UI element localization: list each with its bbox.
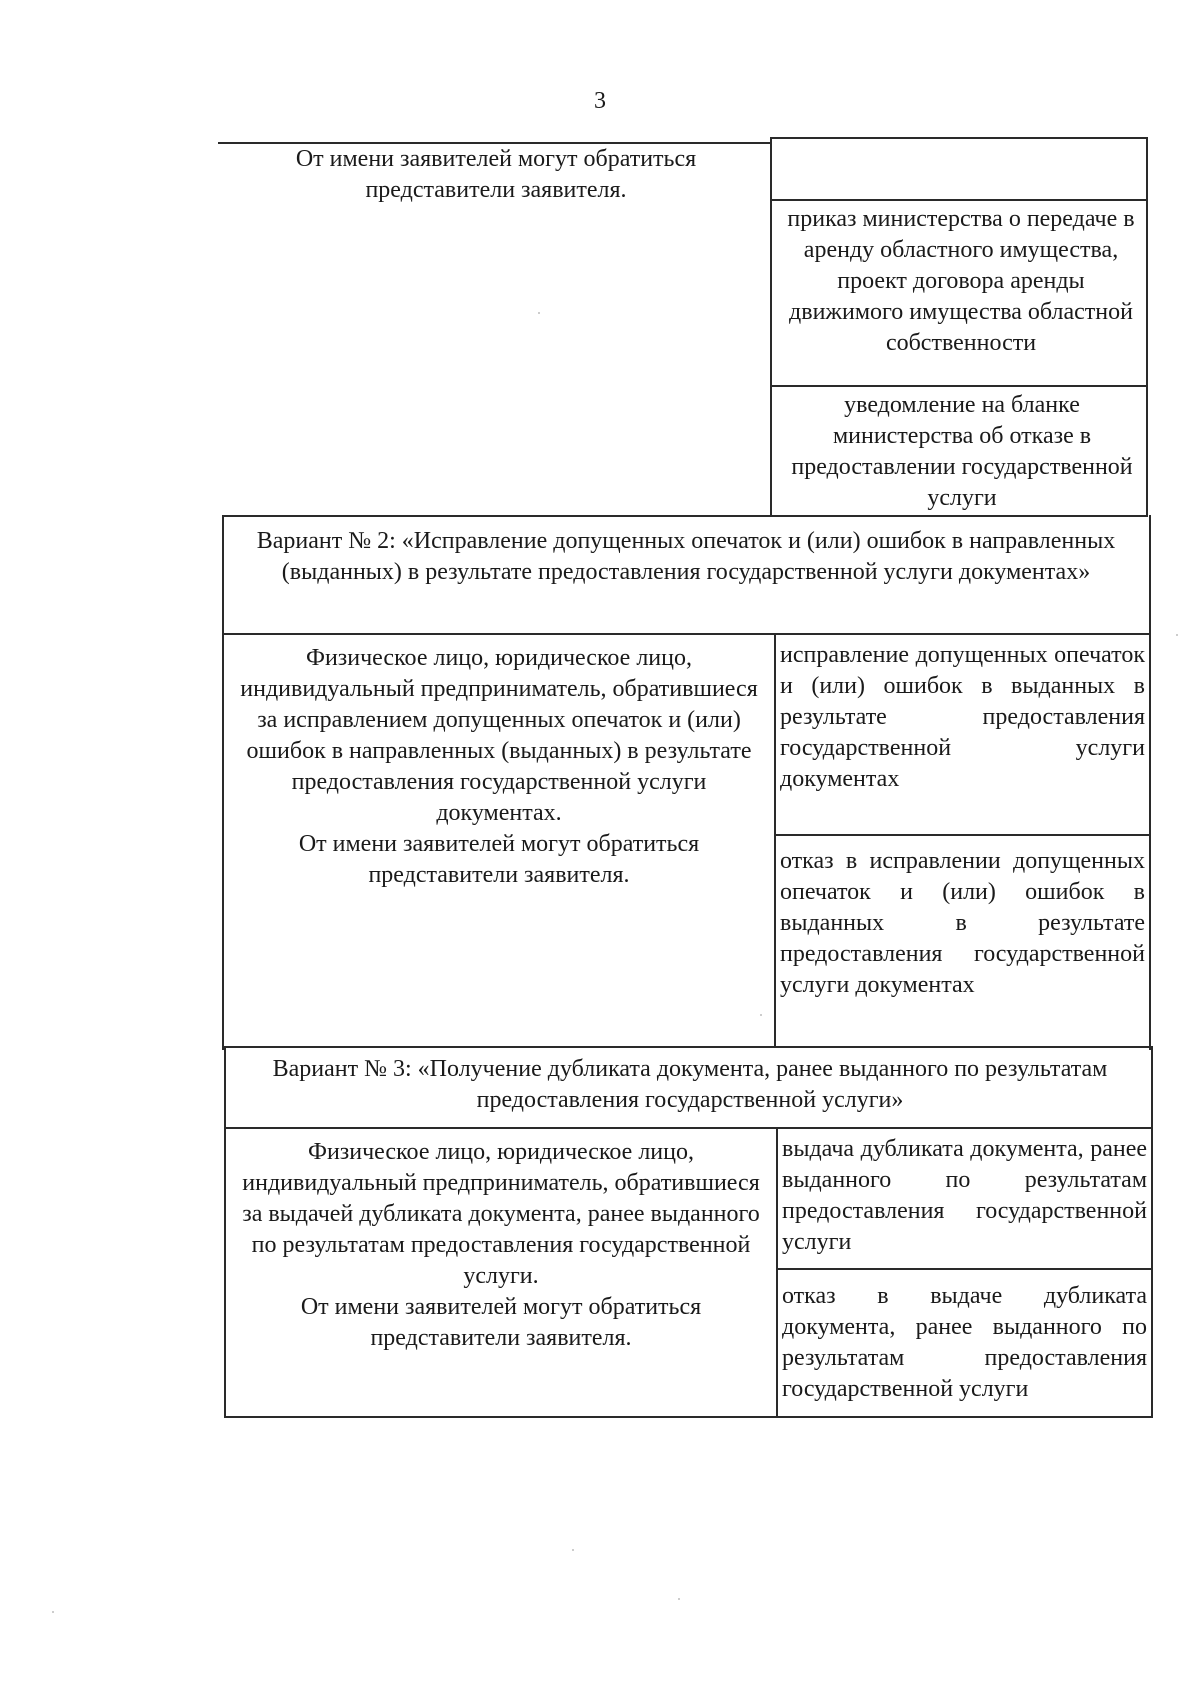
- scan-speck: [678, 1598, 680, 1600]
- rule-left-edge-2: [222, 515, 224, 1050]
- rule-v3-r1: [776, 1268, 1152, 1270]
- rule-block1-r2: [772, 385, 1147, 387]
- rule-col1-divider: [770, 137, 772, 515]
- variant2-applicants: Физическое лицо, юридическое лицо, индивидуальный предприниматель, обратившиеся за исправлением допущенных опечаток и (или) ошибок в направленных (выданных) в результате предоставления государственной услуги документах.: [240, 645, 758, 826]
- rule-right-edge-2: [1149, 515, 1151, 1050]
- rule-right-edge-1: [1146, 137, 1148, 515]
- scan-speck: [1176, 634, 1178, 636]
- variant3-representatives: От имени заявителей могут обратиться представители заявителя.: [300, 1294, 702, 1351]
- scan-speck: [760, 1014, 762, 1016]
- variant2-left-cell: [232, 643, 766, 891]
- variant3-left-cell: [234, 1137, 768, 1354]
- rule-v3-top: [222, 1046, 1150, 1048]
- page-number: 3: [594, 88, 606, 114]
- variant2-heading: Вариант № 2: «Исправление допущенных опечаток и (или) ошибок в направленных (выданных) в результате предоставления государственной услуги документах»: [256, 528, 1116, 585]
- block1-right-cell-refusal: уведомление на бланке министерства об отказе в предоставлении государственной услуги: [791, 392, 1133, 511]
- variant3-applicants: Физическое лицо, юридическое лицо, индивидуальный предприниматель, обратившиеся за выдачей дубликата документа, ранее выданного по результатам предоставления государственной услуги.: [242, 1139, 760, 1289]
- variant3-result-duplicate: выдача дубликата документа, ранее выданного по результатам предоставления государственной услуги: [782, 1136, 1147, 1255]
- scan-speck: [538, 312, 540, 314]
- variant2-result-correction: исправление допущенных опечаток и (или) ошибок в выданных в результате предоставления государственной услуги документах: [780, 642, 1145, 792]
- variant3-result-refusal: отказ в выдаче дубликата документа, ранее выданного по результатам предоставления государственной услуги: [782, 1283, 1147, 1402]
- scan-speck: [52, 1611, 54, 1613]
- rule-v2-heading-bottom: [222, 633, 1150, 635]
- rule-right-edge-3: [1151, 1046, 1153, 1418]
- rule-table-bottom: [224, 1416, 1152, 1418]
- rule-col3-divider: [776, 1127, 778, 1418]
- rule-v2-r1: [774, 834, 1150, 836]
- variant2-result-refusal: отказ в исправлении допущенных опечаток и (или) ошибок в выданных в результате предоставления государственной услуги документах: [780, 848, 1145, 998]
- variant2-representatives: От имени заявителей могут обратиться представители заявителя.: [298, 831, 700, 888]
- block1-left-text: От имени заявителей могут обратиться представители заявителя.: [295, 146, 697, 203]
- rule-left-edge-3: [224, 1046, 226, 1418]
- rule-block1-r1: [770, 199, 1147, 201]
- scan-speck: [572, 1549, 574, 1551]
- rule-v2-top: [222, 515, 1148, 517]
- block1-right-cell-order: приказ министерства о передаче в аренду областного имущества, проект договора аренды движимого имущества областной собственности: [787, 206, 1135, 356]
- rule-top-right: [772, 137, 1148, 139]
- rule-col2-divider: [774, 633, 776, 1046]
- rule-v3-heading-bottom: [224, 1127, 1152, 1129]
- variant3-heading: Вариант № 3: «Получение дубликата документа, ранее выданного по результатам предоставления государственной услуги»: [272, 1056, 1108, 1113]
